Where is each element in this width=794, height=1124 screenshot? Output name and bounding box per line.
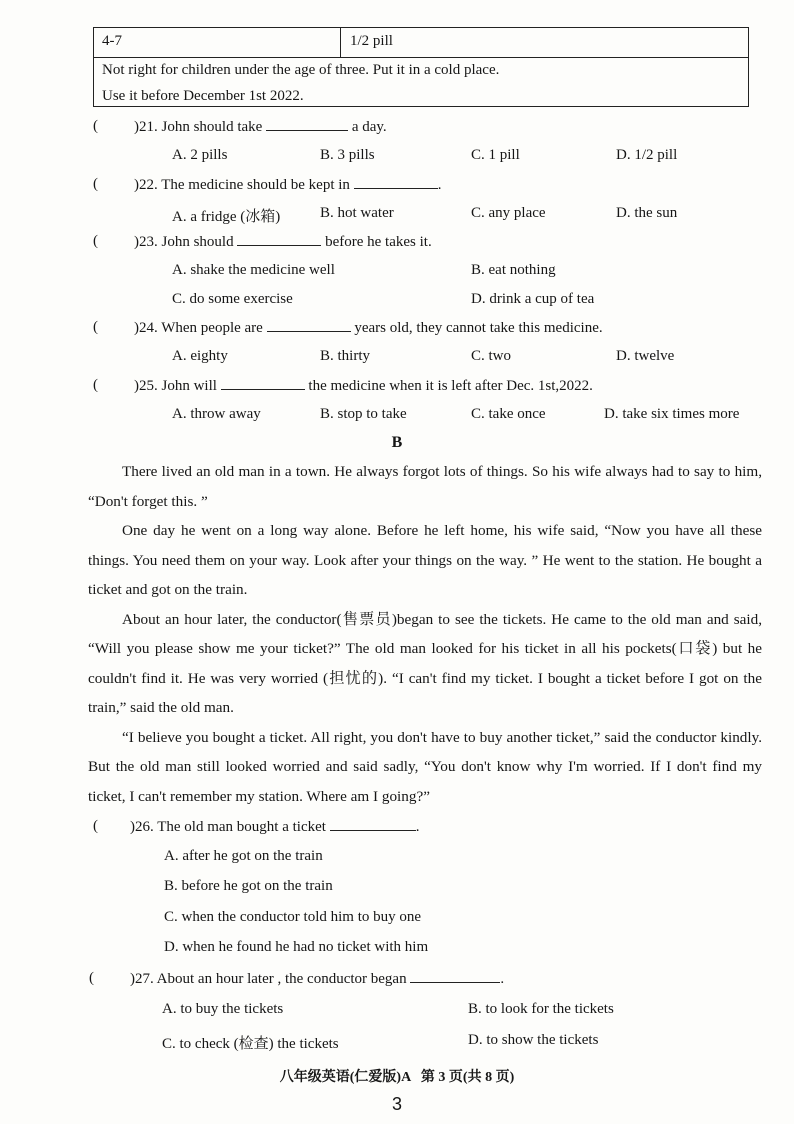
q27-option-b: B. to look for the tickets — [468, 1001, 614, 1017]
answer-blank — [266, 118, 348, 131]
answer-blank — [221, 377, 305, 390]
question-26-stem: )26. The old man bought a ticket . — [130, 819, 420, 835]
q25-option-d: D. take six times more — [604, 406, 740, 422]
table-note-line-2: Use it before December 1st 2022. — [102, 88, 304, 104]
q25-option-c: C. take once — [471, 406, 546, 422]
reading-passage — [88, 457, 762, 811]
q22-option-c: C. any place — [471, 205, 546, 221]
question-25-stem: )25. John will the medicine when it is left after Dec. 1st,2022. — [134, 378, 593, 394]
page-number: 3 — [391, 1094, 402, 1114]
table-cell-days: 4-7 — [102, 33, 122, 49]
question-24-stem: )24. When people are years old, they cannot take this medicine. — [134, 320, 603, 336]
passage-paragraph: One day he went on a long way alone. Before he left home, his wife said, “Now you have all these things. You need them on your way. Look after your things on the way. ” He went to the station. He bought a ticket and got on the train. — [88, 522, 762, 598]
answer-paren: ( — [89, 970, 94, 986]
answer-paren: ( — [93, 818, 98, 834]
q24-option-c: C. two — [471, 348, 512, 364]
q26-option-b: B. before he got on the train — [164, 878, 333, 894]
question-22-stem: )22. The medicine should be kept in . — [134, 177, 442, 193]
q22-option-b: B. hot water — [320, 205, 394, 221]
answer-paren: ( — [93, 377, 98, 393]
table-column-divider — [340, 28, 341, 57]
section-heading-b: B — [391, 434, 403, 451]
notice-table — [93, 27, 749, 107]
q23-option-a: A. shake the medicine well — [172, 262, 335, 278]
q25-option-a: A. throw away — [172, 406, 261, 422]
answer-blank — [267, 319, 351, 332]
answer-paren: ( — [93, 233, 98, 249]
q21-option-d: D. 1/2 pill — [616, 147, 678, 163]
q24-option-d: D. twelve — [616, 348, 675, 364]
q23-option-d: D. drink a cup of tea — [471, 291, 595, 307]
answer-blank — [237, 233, 321, 246]
answer-blank — [330, 818, 416, 831]
q26-option-c: C. when the conductor told him to buy one — [164, 909, 422, 925]
passage-paragraph: “I believe you bought a ticket. All right, you don't have to buy another ticket,” said the conductor kindly. But the old man still looked worried and said sadly, “You don't know why I'm worried. If I don't find my ticket, I can't remember my station. Where am I going?” — [88, 728, 762, 805]
q22-option-d: D. the sun — [616, 205, 678, 221]
q24-option-a: A. eighty — [172, 348, 228, 364]
table-cell-dose: 1/2 pill — [350, 33, 393, 49]
answer-paren: ( — [93, 176, 98, 192]
table-note-line-1: Not right for children under the age of three. Put it in a cold place. — [102, 62, 500, 78]
q27-option-a: A. to buy the tickets — [162, 1001, 284, 1017]
question-23-stem: )23. John should before he takes it. — [134, 234, 432, 250]
q25-option-b: B. stop to take — [320, 406, 407, 422]
q27-option-c: C. to check (检查) the tickets — [162, 1036, 339, 1052]
answer-paren: ( — [93, 118, 98, 134]
answer-paren: ( — [93, 319, 98, 335]
q26-option-d: D. when he found he had no ticket with him — [164, 939, 429, 955]
q26-option-a: A. after he got on the train — [164, 848, 323, 864]
table-header-row — [94, 28, 748, 58]
q23-option-b: B. eat nothing — [471, 262, 556, 278]
question-27-stem: )27. About an hour later , the conductor began . — [130, 971, 505, 987]
passage-paragraph: About an hour later, the conductor(售票员)began to see the tickets. He came to the old man and said, “Will you please show me your ticket?” The old man looked for his ticket in all his pockets(口袋) but he couldn't find it. He was very worried (担忧的). “I can't find my ticket. I bought a ticket before I got on the train,” said the old man. — [88, 610, 762, 716]
page-footer: 八年级英语(仁爱版)A 第 3 页(共 8 页) — [279, 1070, 515, 1085]
q21-option-b: B. 3 pills — [320, 147, 375, 163]
answer-blank — [410, 970, 500, 983]
q23-option-c: C. do some exercise — [172, 291, 293, 307]
passage-paragraph: There lived an old man in a town. He always forgot lots of things. So his wife always had to say to him, “Don't forget this. ” — [88, 463, 762, 510]
answer-blank — [354, 176, 438, 189]
q24-option-b: B. thirty — [320, 348, 371, 364]
q27-option-d: D. to show the tickets — [468, 1032, 599, 1048]
q21-option-a: A. 2 pills — [172, 147, 228, 163]
q22-option-a: A. a fridge (冰箱) — [172, 209, 281, 225]
q21-option-c: C. 1 pill — [471, 147, 520, 163]
question-21-stem: )21. John should take a day. — [134, 119, 387, 135]
